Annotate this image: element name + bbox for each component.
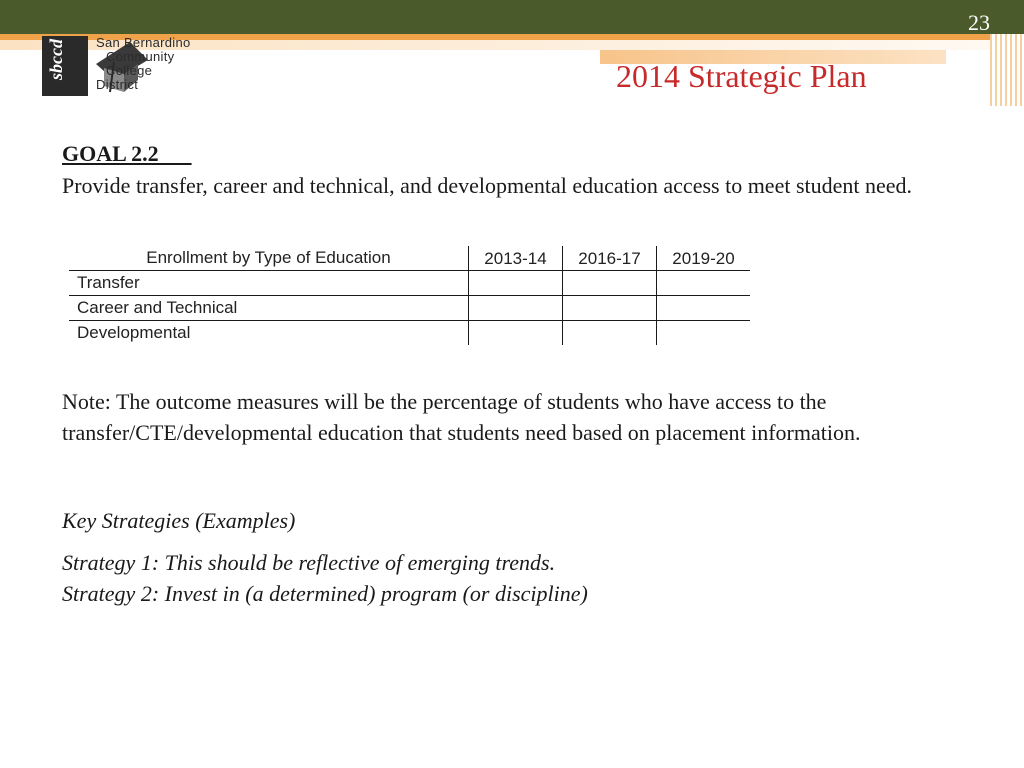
logo-line-2: Community	[106, 49, 175, 64]
enrollment-table	[69, 246, 750, 345]
key-strategies-heading: Key Strategies (Examples)	[62, 508, 296, 533]
stripes-decoration	[990, 34, 1024, 106]
strategy-item: Strategy 2: Invest in (a determined) program (or discipline)	[62, 581, 588, 606]
logo-line-1: San Bernardino	[96, 35, 191, 50]
district-logo	[42, 34, 210, 98]
table-header-row	[69, 246, 750, 271]
logo-line-3: College	[106, 63, 153, 78]
table-cell	[656, 271, 750, 295]
table-header-cell: 2013-14	[468, 246, 562, 270]
table-cell	[562, 321, 656, 345]
table-cell: Career and Technical	[77, 298, 238, 317]
table-cell: Transfer	[77, 273, 140, 292]
table-cell: Developmental	[77, 323, 191, 342]
table-row	[69, 321, 750, 345]
table-cell	[656, 321, 750, 345]
strategies-list	[62, 547, 588, 609]
goal-label: GOAL 2.2	[62, 141, 192, 166]
note-text: Note: The outcome measures will be the percentage of students who have access to the transfer/CTE/developmental education that students need based on placement information.	[62, 389, 861, 445]
page-number: 23	[968, 10, 990, 35]
table-header-cell: 2016-17	[562, 246, 656, 270]
table-cell	[468, 271, 562, 295]
logo-mark: sbccd	[42, 36, 88, 96]
table-cell	[656, 296, 750, 320]
slide-title: 2014 Strategic Plan	[616, 58, 867, 94]
table-cell	[562, 296, 656, 320]
table-row	[69, 271, 750, 296]
table-row	[69, 296, 750, 321]
table-cell	[562, 271, 656, 295]
table-header-cell: Enrollment by Type of Education	[146, 248, 391, 267]
goal-text: Provide transfer, career and technical, and developmental education access to meet student need.	[62, 173, 913, 198]
strategy-item: Strategy 1: This should be reflective of emerging trends.	[62, 550, 556, 575]
table-cell	[468, 321, 562, 345]
logo-text	[96, 36, 191, 92]
logo-line-4: District	[96, 77, 139, 92]
table-cell	[468, 296, 562, 320]
table-header-cell: 2019-20	[656, 246, 750, 270]
top-bar	[0, 0, 1024, 34]
